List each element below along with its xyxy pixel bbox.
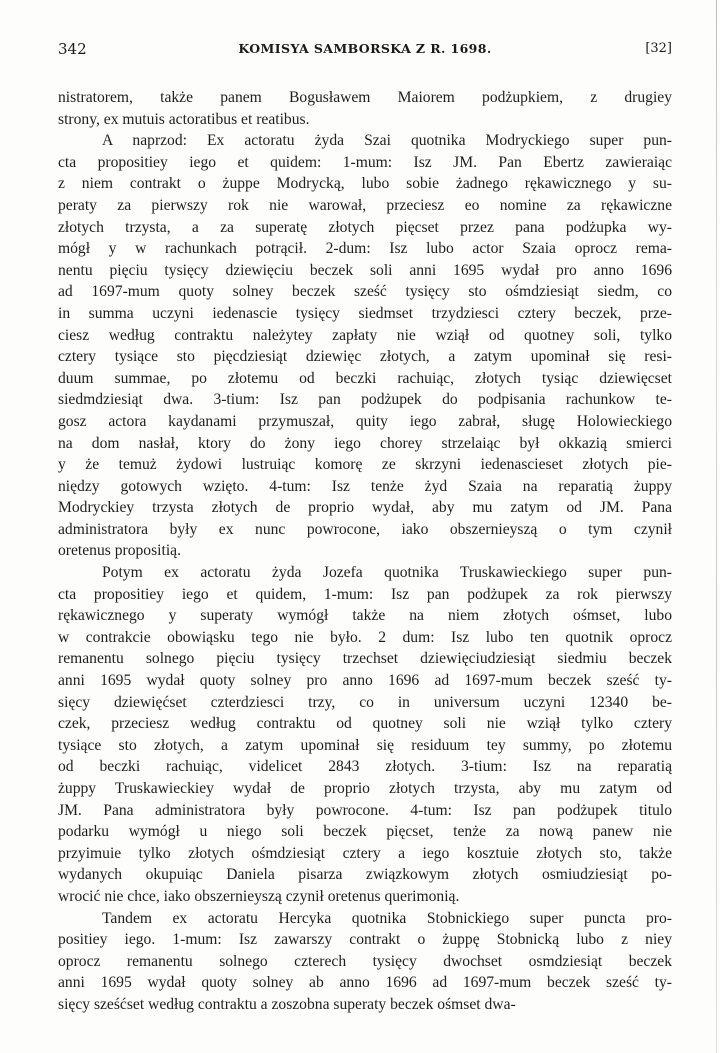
text-line: na dom nasłał, ktory do żony iego chorey strzelaiąc był okkazią smierci xyxy=(58,434,672,452)
text-line: sięcy sześćset według contraktu a zoszobna superaty beczek ośmset dwa- xyxy=(58,995,516,1013)
text-line: przyimuie tylko złotych ośmdziesiąt cztery a iego kosztuie złotych sto, także xyxy=(58,844,672,862)
text-line: niędzy gotowych wzięto. 4-tum: Isz tenże żyd Szaia na reparatią żuppy xyxy=(58,477,672,495)
text-line: rękawicznego y superaty wymógł także na niem złotych ośmset, lubo xyxy=(58,607,672,625)
text-line: złotych trzysta, a za superatę złotych pięcset przez pana podżupka wy- xyxy=(58,218,672,236)
text-line: remanentu solnego pięciu tysięcy trzechset dziewięciudziesiąt siedmiu beczek xyxy=(58,650,672,668)
text-line: JM. Pana administratora były powrocone. 4-tum: Isz pan podżupek titulo xyxy=(58,801,672,819)
text-line: A naprzod: Ex actoratu żyda Szai quotnika Modryckiego super pun- xyxy=(102,132,672,150)
text-line: peraty za pierwszy rok nie warował, przeciesz eo nomine za rękawiczne xyxy=(58,196,672,214)
text-line: nentu pięciu tysięcy dziewięciu beczek soli anni 1695 wydał pro anno 1696 xyxy=(58,261,672,279)
text-line: siedmdziesiąt dwa. 3-tium: Isz pan podżupek do podpisania rachunkow te- xyxy=(58,391,672,409)
text-line: cta propositiey iego et quidem: 1-mum: Isz JM. Pan Ebertz zawieraiąc xyxy=(58,153,672,171)
page-number: 342 xyxy=(58,40,87,58)
text-line: nistratorem, także panem Bogusławem Maiorem podżupkiem, z drugiey xyxy=(58,89,672,106)
text-body xyxy=(58,87,672,1016)
text-line: wydanych okupuiąc Daniela pisarza związkowym złotych osmiudziesiąt po- xyxy=(58,866,672,884)
text-line: oprocz remanentu solnego czterech tysięcy dwochset osmdziesiąt beczek xyxy=(58,952,672,970)
text-line: w contrakcie obowiąsku tego nie było. 2 dum: Isz lubo ten quotnik oprocz xyxy=(58,628,672,646)
text-line: sięcy dziewięćset czterdziesci trzy, co in universum uczyni 12340 be- xyxy=(58,693,672,711)
text-line: anni 1695 wydał quoty solney ab anno 1696 ad 1697-mum beczek sześć ty- xyxy=(58,974,672,992)
text-line: Modryckiey trzysta złotych de proprio wydał, aby mu zatym od JM. Pana xyxy=(58,499,672,517)
running-title: KOMISYA SAMBORSKA Z R. 1698. xyxy=(238,41,492,56)
text-line: ciesz według contraktu należytey zapłaty nie wziął od quotney soli, tylko xyxy=(58,326,672,344)
text-line: strony, ex mutuis actoratibus et reatibus. xyxy=(58,110,310,128)
text-line: z niem contrakt o żuppe Modrycką, lubo sobie żadnego rękawicznego y su- xyxy=(58,175,672,193)
text-line: wrocić nie chce, iako obszernieyszą czynił oretenus querimonią. xyxy=(58,887,460,905)
text-line: mógł y w rachunkach potrącił. 2-dum: Isz lubo actor Szaia oprocz rema- xyxy=(58,240,672,258)
paragraph xyxy=(58,130,672,562)
text-line: cztery tysiące sto pięcdziesiąt dziewięc złotych, a zatym upominał się resi- xyxy=(58,348,672,366)
paragraph xyxy=(58,908,672,1016)
text-line: positiey iego. 1-mum: Isz zawarszy contrakt o żuppę Stobnicką lubo z niey xyxy=(58,931,672,949)
text-line: Potym ex actoratu żyda Jozefa quotnika Truskawieckiego super pun- xyxy=(102,564,672,582)
text-line: podarku wymógł u niego soli beczek pięcset, tenże za nową panew nie xyxy=(58,823,672,841)
text-line: oretenus propositią. xyxy=(58,542,181,560)
text-line: in summa uczyni iedenascie tysięcy siedmset trzydziesci cztery beczek, prze- xyxy=(58,304,672,322)
text-line: duum summae, po złotemu od beczki rachuiąc, złotych tysiąc dziewięcset xyxy=(58,369,672,387)
paragraph xyxy=(58,87,672,130)
paragraph xyxy=(58,562,672,908)
text-line: tysiące sto złotych, a zatym upominał się residuum tey summy, po złotemu xyxy=(58,736,672,754)
text-line: ad 1697-mum quoty solney beczek sześć tysięcy sto ośmdziesiąt siedm, co xyxy=(58,283,672,301)
page-header xyxy=(58,40,672,62)
text-line: anni 1695 wydał quoty solney pro anno 1696 ad 1697-mum beczek sześć ty- xyxy=(58,672,672,690)
text-line: żuppy Truskawieckiey wydał de proprio złotych trzysta, aby mu zatym od xyxy=(58,780,672,797)
text-line: administratora były ex nunc powrocone, iako obszernieyszą o tym czynił xyxy=(58,520,672,538)
signature-mark: [32] xyxy=(645,41,672,56)
text-line: cta propositiey iego et quidem, 1-mum: Isz pan podżupek za rok pierwszy xyxy=(58,585,672,603)
text-line: y że temuż żydowi lustruiąc komorę ze skrzyni iedenascieset złotych pie- xyxy=(58,456,672,474)
text-line: gosz actora kaydanami przymuszał, quity iego zabrał, sługę Holowieckiego xyxy=(58,412,672,430)
scan-edge-mark xyxy=(716,0,717,1053)
text-line: Tandem ex actoratu Hercyka quotnika Stobnickiego super puncta pro- xyxy=(102,909,672,927)
text-line: czek, przeciesz według contraktu od quotney soli nie wziął tylko cztery xyxy=(58,715,672,733)
text-line: od beczki rachuiąc, videlicet 2843 złotych. 3-tium: Isz na reparatią xyxy=(58,758,672,776)
